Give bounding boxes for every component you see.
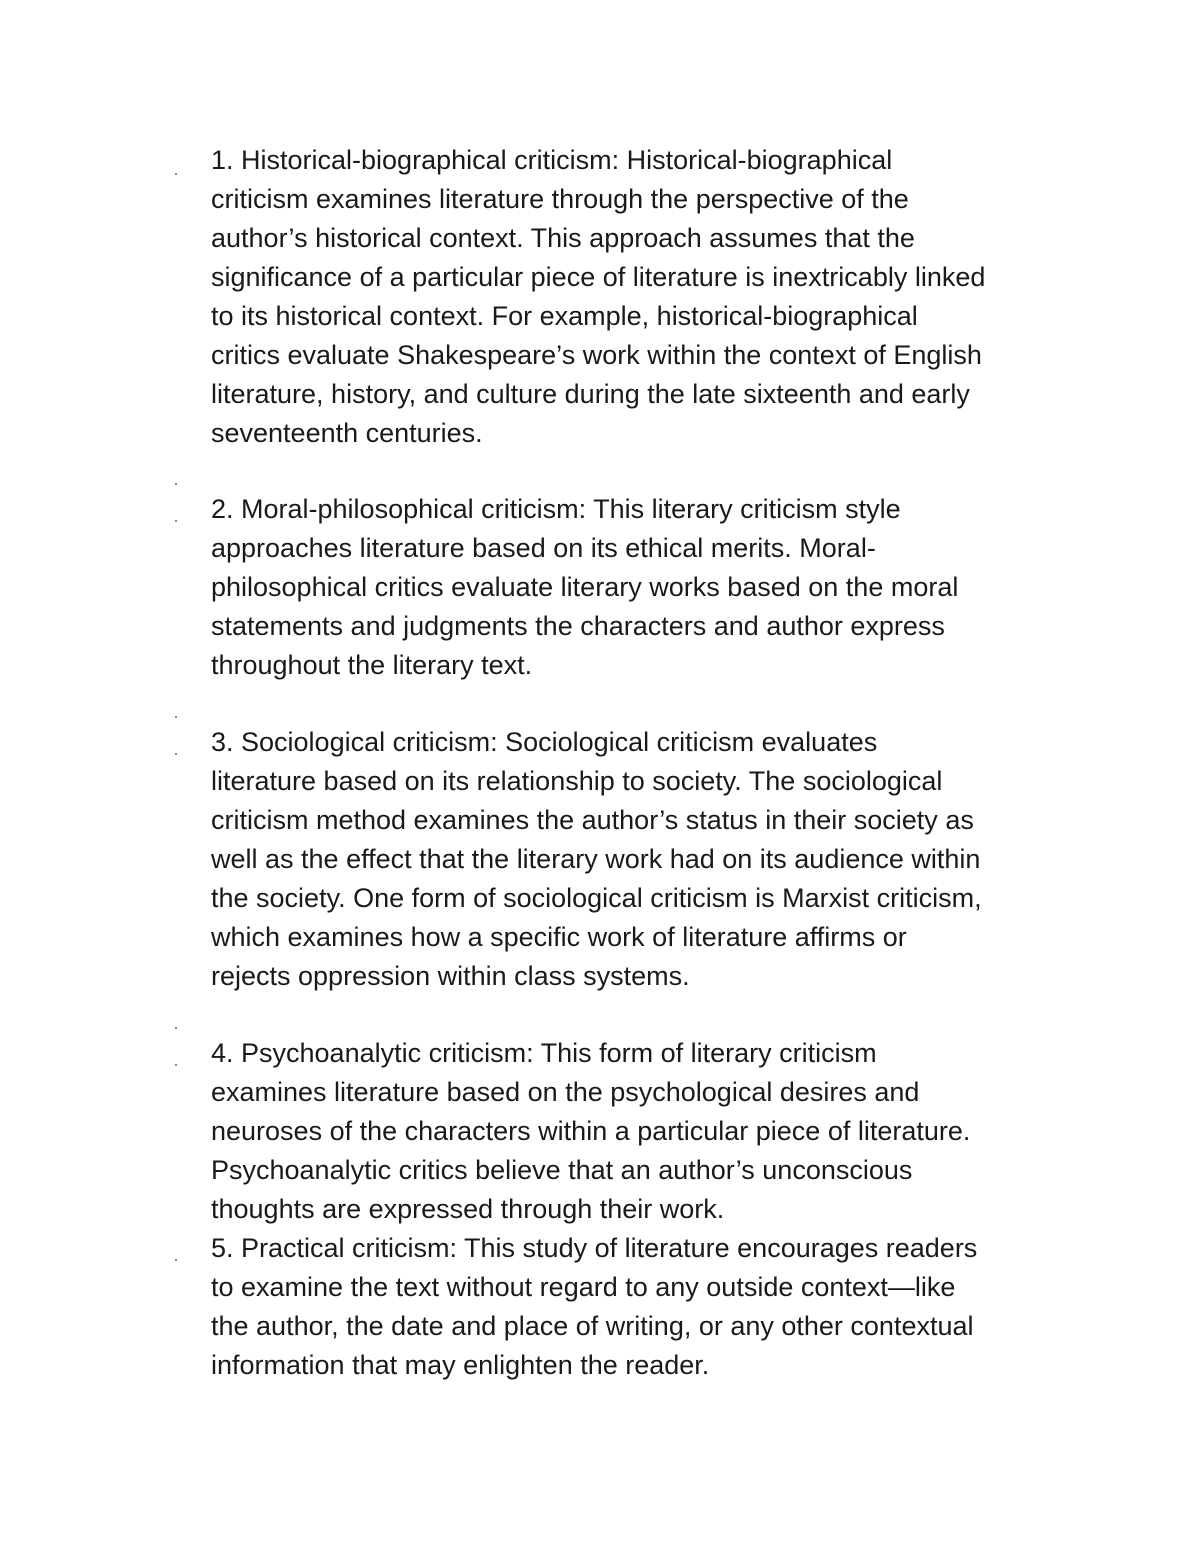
- text-line: the author, the date and place of writing, or any other contextual: [211, 1311, 974, 1341]
- text-line: literature, history, and culture during the late sixteenth and early: [211, 379, 970, 409]
- text-line: 5. Practical criticism: This study of literature encourages readers: [211, 1233, 978, 1263]
- text-line: to examine the text without regard to any outside context—like: [211, 1272, 956, 1302]
- text-line: approaches literature based on its ethical merits. Moral-: [211, 533, 876, 563]
- text-line: seventeenth centuries.: [211, 418, 483, 448]
- text-line: throughout the literary text.: [211, 650, 533, 680]
- text-line: 1. Historical-biographical criticism: Historical-biographical: [211, 145, 893, 175]
- text-line: to its historical context. For example, historical-biographical: [211, 301, 918, 331]
- text-line: philosophical critics evaluate literary works based on the moral: [211, 572, 959, 602]
- text-line: rejects oppression within class systems.: [211, 961, 690, 991]
- section-sociological: [211, 723, 1071, 996]
- text-line: well as the effect that the literary work had on its audience within: [211, 844, 981, 874]
- text-line: thoughts are expressed through their work.: [211, 1194, 725, 1224]
- text-line: significance of a particular piece of literature is inextricably linked: [211, 262, 986, 292]
- margin-mark: [175, 520, 177, 522]
- text-line: examines literature based on the psychological desires and: [211, 1077, 920, 1107]
- text-line: the society. One form of sociological criticism is Marxist criticism,: [211, 883, 982, 913]
- text-line: information that may enlighten the reader.: [211, 1350, 710, 1380]
- text-line: neuroses of the characters within a particular piece of literature.: [211, 1116, 971, 1146]
- text-line: Psychoanalytic critics believe that an author’s unconscious: [211, 1155, 913, 1185]
- text-line: author’s historical context. This approach assumes that the: [211, 223, 915, 253]
- text-line: criticism examines literature through the perspective of the: [211, 184, 909, 214]
- margin-mark: [175, 1027, 177, 1029]
- section-psychoanalytic-and-practical: [211, 1034, 1071, 1385]
- section-moral-philosophical: [211, 490, 1071, 685]
- text-line: literature based on its relationship to society. The sociological: [211, 766, 943, 796]
- margin-mark: [175, 483, 177, 485]
- text-line: 2. Moral-philosophical criticism: This literary criticism style: [211, 494, 901, 524]
- text-line: 4. Psychoanalytic criticism: This form of literary criticism: [211, 1038, 877, 1068]
- margin-mark: [175, 716, 177, 718]
- text-line: critics evaluate Shakespeare’s work within the context of English: [211, 340, 982, 370]
- text-line: criticism method examines the author’s status in their society as: [211, 805, 974, 835]
- margin-mark: [175, 1259, 177, 1261]
- text-line: statements and judgments the characters and author express: [211, 611, 945, 641]
- text-line: which examines how a specific work of literature affirms or: [211, 922, 907, 952]
- margin-mark: [175, 173, 177, 175]
- section-historical-biographical: [211, 141, 1071, 453]
- text-line: 3. Sociological criticism: Sociological criticism evaluates: [211, 727, 878, 757]
- margin-mark: [175, 1064, 177, 1066]
- margin-mark: [175, 753, 177, 755]
